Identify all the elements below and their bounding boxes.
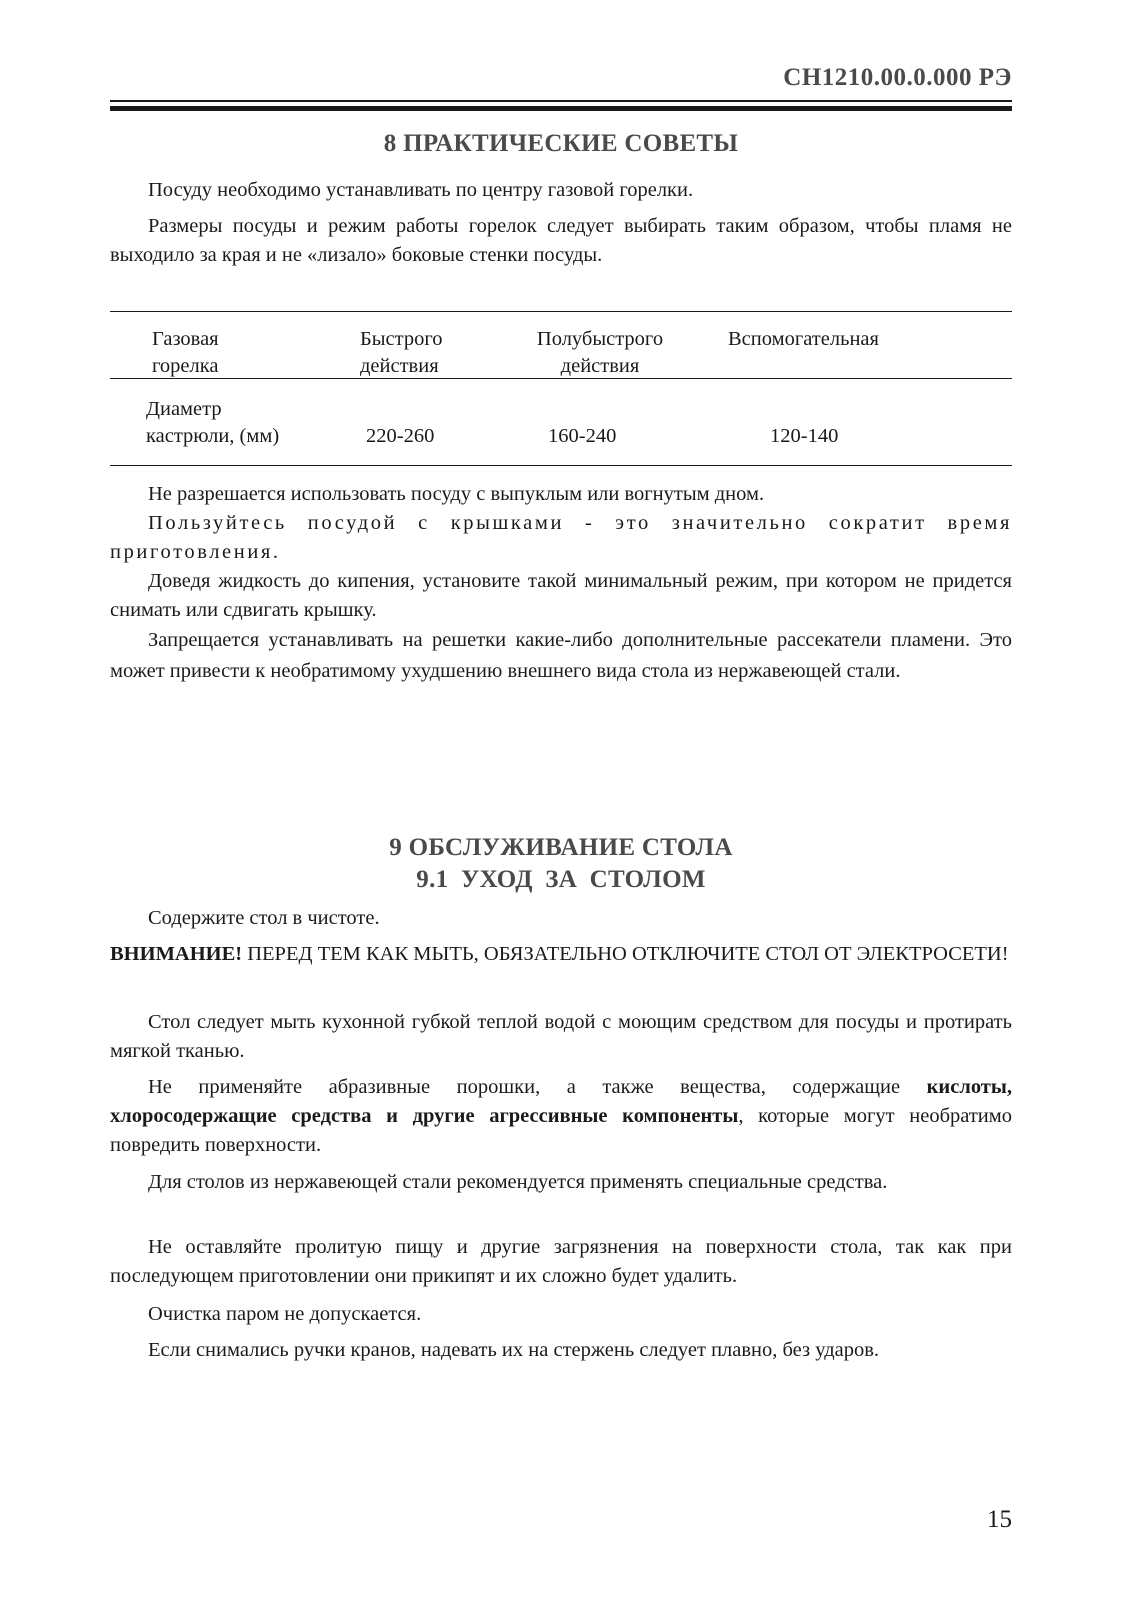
section-9-paragraph-7: Если снимались ручки кранов, надевать их на стержень следует плавно, без ударов.	[148, 1339, 880, 1361]
table-row-label: Диаметр кастрюли, (мм)	[146, 398, 280, 447]
section-8-title: 8 ПРАКТИЧЕСКИЕ СОВЕТЫ	[383, 130, 739, 157]
page-number: 15	[987, 1506, 1012, 1533]
header-rule-thin	[110, 100, 1012, 102]
section-9-warning	[110, 940, 1012, 969]
table-header-semi-fast: Полубыстрого действия	[536, 328, 664, 377]
section-8-paragraph-6: Запрещается устанавливать на решетки какие-либо дополнительные рассекатели пламени. Это может привести к необратимому ухудшению внешнего вида стола из нержавеющей стали.	[110, 629, 1012, 682]
header-rule-thick	[110, 106, 1012, 111]
warning-label: ВНИМАНИЕ!	[110, 943, 243, 965]
table-cell-fast: 220-260	[366, 425, 435, 447]
section-8-paragraph-5: Доведя жидкость до кипения, установите такой минимальный режим, при котором не придется снимать или сдвигать крышку.	[110, 570, 1012, 621]
document-code: СН1210.00.0.000 РЭ	[783, 64, 1012, 91]
section-9-paragraph-1: Содержите стол в чистоте.	[148, 907, 380, 929]
section-9-paragraph-6: Очистка паром не допускается.	[148, 1303, 422, 1325]
table-header-auxiliary: Вспомогательная	[728, 328, 879, 350]
section-9-paragraph-4: Для столов из нержавеющей стали рекомендуется применять специальные средства.	[148, 1171, 888, 1193]
table-cell-semi-fast: 160-240	[548, 425, 617, 447]
table-header-burner: Газовая горелка	[152, 328, 219, 377]
section-8-paragraph-1: Посуду необходимо устанавливать по центру газовой горелки.	[148, 179, 694, 201]
table-top-rule	[110, 311, 1012, 312]
section-8-paragraph-4: Пользуйтесь посудой с крышками - это значительно сократит время приготовления.	[110, 512, 1012, 563]
section-9-paragraph-3: Не применяйте абразивные порошки, а также вещества, содержащие кислоты, хлоросодержащие средства и другие агрессивные компоненты, которые могут необратимо повредить поверхности.	[110, 1076, 1012, 1156]
warning-text: ПЕРЕД ТЕМ КАК МЫТЬ, ОБЯЗАТЕЛЬНО ОТКЛЮЧИТЕ СТОЛ ОТ ЭЛЕКТРОСЕТИ!	[242, 943, 1009, 965]
section-9-title: 9 ОБСЛУЖИВАНИЕ СТОЛА	[389, 834, 733, 861]
table-header-rule	[110, 378, 1012, 379]
section-9-1-subtitle: 9.1 УХОД ЗА СТОЛОМ	[416, 866, 706, 893]
table-cell-auxiliary: 120-140	[770, 425, 839, 447]
table-header-fast: Быстрого действия	[360, 328, 443, 377]
section-9-paragraph-2: Стол следует мыть кухонной губкой теплой водой с моющим средством для посуды и протирать мягкой тканью.	[110, 1011, 1012, 1062]
section-8-paragraph-2: Размеры посуды и режим работы горелок следует выбирать таким образом, чтобы пламя не выходило за края и не «лизало» боковые стенки посуды.	[110, 215, 1012, 266]
highlight-aggressive-agents: кислоты, хлоросодержащие средства и другие агрессивные компоненты	[110, 1076, 1012, 1127]
table-bottom-rule	[110, 465, 1012, 466]
section-9-paragraph-5: Не оставляйте пролитую пищу и другие загрязнения на поверхности стола, так как при последующем приготовлении они прикипят и их сложно будет удалить.	[110, 1236, 1012, 1287]
section-8-paragraph-3: Не разрешается использовать посуду с выпуклым или вогнутым дном.	[148, 483, 765, 505]
